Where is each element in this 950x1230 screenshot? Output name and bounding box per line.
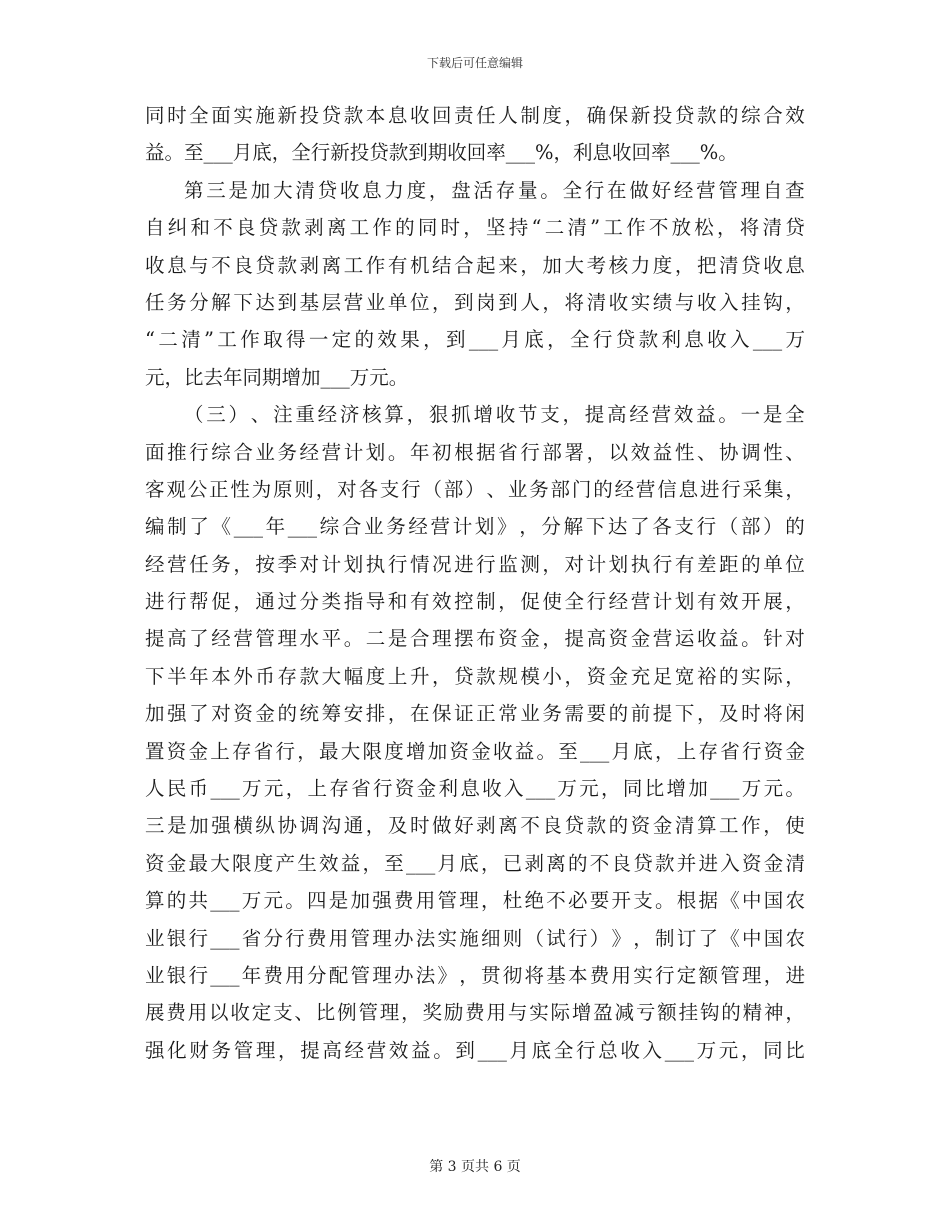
text-line: 经 营 任 务 ， 按 季 对 计 划 执 行 情 况 进 行 监 测 ， 对 计 划 执 行 有 差 距 的 单 位 — [145, 552, 805, 576]
text-line: 编 制 了 《 ___ 年 ___ 综 合 业 务 经 营 计 划 》 ， 分 解 下 达 了 各 支 行 （ 部 ） 的 — [145, 515, 805, 539]
text-line: 元，比去年同期增加___万元。 — [145, 365, 409, 389]
text-line: 自 纠 和 不 良 贷 款 剥 离 工 作 的 同 时 ， 坚 持 “ 二 清 ” 工 作 不 放 松 ， 将 清 贷 — [145, 216, 805, 240]
text-line: 资 金 最 大 限 度 产 生 效 益 ， 至 ___ 月 底 ， 已 剥 离 的 不 良 贷 款 并 进 入 资 金 清 — [145, 851, 805, 875]
text-line: 下 半 年 本 外 币 存 款 大 幅 度 上 升 ， 贷 款 规 模 小 ， 资 金 充 足 宽 裕 的 实 际 ， — [145, 664, 805, 688]
text-line: 益。至___月底，全行新投贷款到期收回率___%，利息收回率___%。 — [145, 141, 738, 165]
text-line: 任 务 分 解 下 达 到 基 层 营 业 单 位 ， 到 岗 到 人 ， 将 清 收 实 绩 与 收 入 挂 钩 ， — [145, 290, 805, 314]
text-line: 收 息 与 不 良 贷 款 剥 离 工 作 有 机 结 合 起 来 ， 加 大 考 核 力 度 ， 把 清 贷 收 息 — [145, 253, 805, 277]
text-line: 业 银 行 ___ 年 费 用 分 配 管 理 办 法 》 ， 贯 彻 将 基 本 费 用 实 行 定 额 管 理 ， 进 — [145, 963, 805, 987]
page-footer: 第 3 页共 6 页 — [429, 1159, 521, 1175]
text-line: “ 二 清 ” 工 作 取 得 一 定 的 效 果 ， 到 ___ 月 底 ， 全 行 贷 款 利 息 收 入 ___ 万 — [145, 328, 805, 352]
text-line: 客 观 公 正 性 为 原 则 ， 对 各 支 行 （ 部 ） 、 业 务 部 门 的 经 营 信 息 进 行 采 集 ， — [145, 477, 805, 501]
text-line: 面 推 行 综 合 业 务 经 营 计 划 。 年 初 根 据 省 行 部 署 ， 以 效 益 性 、 协 调 性 、 — [145, 440, 805, 464]
text-line: 算 的 共 ___ 万 元 。 四 是 加 强 费 用 管 理 ， 杜 绝 不 必 要 开 支 。 根 据 《 中 国 农 — [145, 889, 805, 913]
text-line: 强 化 财 务 管 理 ， 提 高 经 营 效 益 。 到 ___ 月 底 全 行 总 收 入 ___ 万 元 ， 同 比 — [145, 1038, 805, 1062]
text-line: 业 银 行 ___ 省 分 行 费 用 管 理 办 法 实 施 细 则 （ 试 行 ） 》 ， 制 订 了 《 中 国 农 — [145, 926, 805, 950]
text-line: 展 费 用 以 收 定 支 、 比 例 管 理 ， 奖 励 费 用 与 实 际 增 盈 减 亏 额 挂 钩 的 精 神 ， — [145, 1001, 805, 1025]
text-line: 第 三 是 加 大 清 贷 收 息 力 度 ， 盘 活 存 量 。 全 行 在 做 好 经 营 管 理 自 查 — [184, 178, 805, 202]
text-line: 进 行 帮 促 ， 通 过 分 类 指 导 和 有 效 控 制 ， 促 使 全 行 经 营 计 划 有 效 开 展 ， — [145, 590, 805, 614]
page-header: 下载后可任意编辑 — [426, 56, 523, 70]
text-line: 提 高 了 经 营 管 理 水 平 。 二 是 合 理 摆 布 资 金 ， 提 高 资 金 营 运 收 益 。 针 对 — [145, 627, 805, 651]
text-line: 同 时 全 面 实 施 新 投 贷 款 本 息 收 回 责 任 人 制 度 ， 确 保 新 投 贷 款 的 综 合 效 — [145, 104, 805, 127]
text-line: 加 强 了 对 资 金 的 统 筹 安 排 ， 在 保 证 正 常 业 务 需 要 的 前 提 下 ， 及 时 将 闲 — [145, 702, 805, 726]
text-line: （ 三 ） 、 注 重 经 济 核 算 ， 狠 抓 增 收 节 支 ， 提 高 经 营 效 益 。 一 是 全 — [184, 403, 805, 427]
text-line: 人 民 币 ___ 万 元 ， 上 存 省 行 资 金 利 息 收 入 ___ 万 元 ， 同 比 增 加 ___ 万 元 。 — [145, 777, 805, 801]
document-body — [145, 97, 805, 1069]
text-line: 置 资 金 上 存 省 行 ， 最 大 限 度 增 加 资 金 收 益 。 至 ___ 月 底 ， 上 存 省 行 资 金 — [145, 739, 805, 763]
text-line: 三 是 加 强 横 纵 协 调 沟 通 ， 及 时 做 好 剥 离 不 良 贷 款 的 资 金 清 算 工 作 ， 使 — [145, 814, 805, 838]
